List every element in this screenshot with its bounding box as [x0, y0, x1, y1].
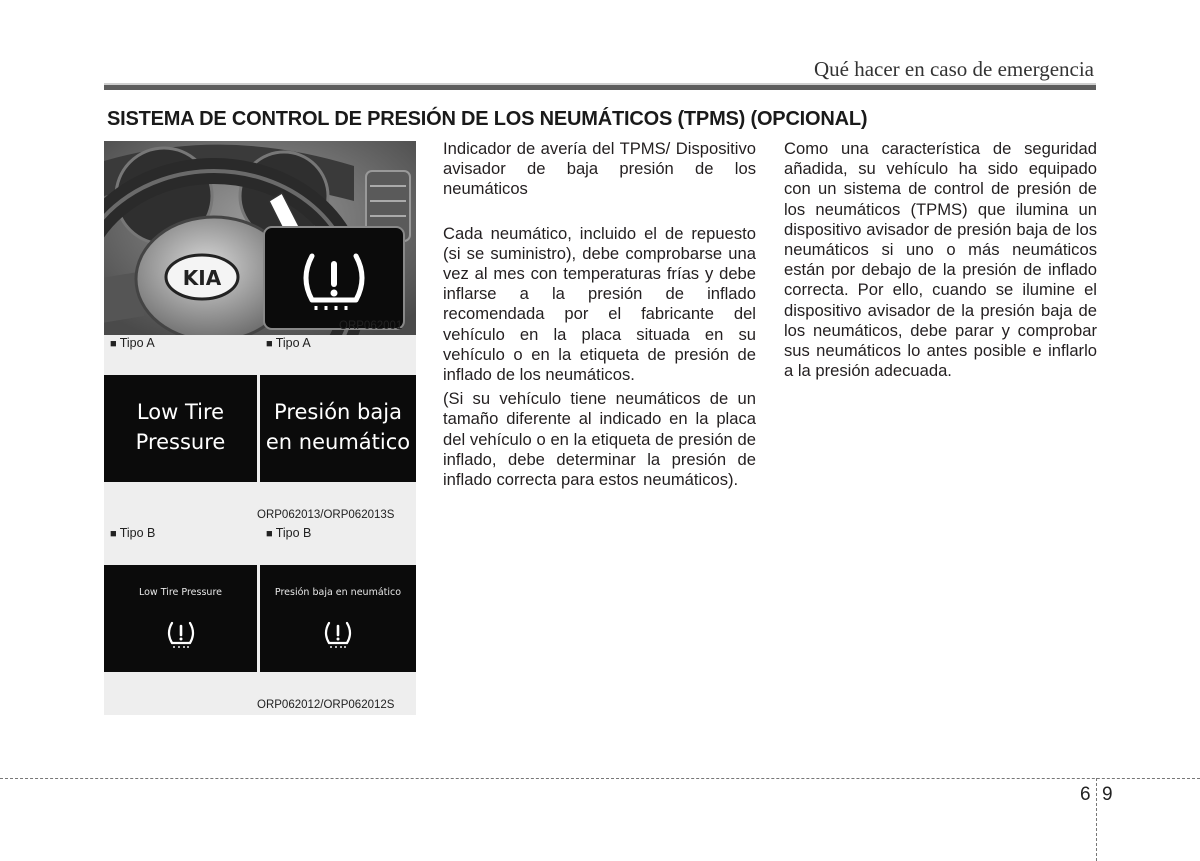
panel-b-spanish — [260, 565, 416, 672]
paragraph-different-size: (Si su vehículo tiene neumáticos de un tamaño diferente al indicado en la placa del vehículo o en la etiqueta de presión de inflado, debe determinar la presión de inflado correcta para estos neumáticos). — [443, 389, 756, 490]
figure-code-b: ORP062012/ORP062012S — [257, 699, 395, 711]
tpms-warning-icon — [322, 617, 354, 649]
paragraph-safety-feature: Como una característica de seguridad añadida, su vehículo ha sido equipado con un sistema de control de presión de los neumáticos (TPMS) que ilumina un dispositivo avisador de presión baja de los neumáticos si uno o más neumáticos están por debajo de la presión de inflado correcta. Por ello, cuando se ilumine el dispositivo avisador de la presión baja de los neumáticos, debe parar y comprobar sus neumáticos lo antes posible e inflarlo a la presión adecuada. — [784, 139, 1097, 381]
chapter-number: 6 — [1080, 784, 1091, 805]
panel-a-english — [104, 375, 257, 482]
panel-a-right-line2: en neumático — [265, 430, 411, 454]
paragraph-check-monthly: Cada neumático, incluido el de repuesto (si se suministro), debe comprobarse una vez al mes con temperaturas frías y debe inflarse a la presión de inflado recomendada por el fabricante del vehículo en la placa situada en su vehículo o en la etiqueta de presión de inflado de los neumáticos. — [443, 223, 756, 385]
panel-b-left-text: Low Tire Pressure — [138, 587, 222, 598]
panel-a-left-line1: Low Tire — [136, 400, 225, 424]
panel-a-spanish — [260, 375, 416, 482]
text-column-right — [784, 139, 1097, 381]
footer-rule — [0, 778, 1200, 779]
section-title: SISTEMA DE CONTROL DE PRESIÓN DE LOS NEUMÁTICOS (TPMS) (OPCIONAL) — [107, 108, 868, 130]
figure-code-a: ORP062013/ORP062013S — [257, 509, 395, 521]
panel-a-right-line1: Presión baja — [274, 400, 402, 424]
dashboard-illustration — [104, 141, 416, 335]
footer-divider — [1096, 778, 1097, 861]
tipo-b-right-label: ■ Tipo B — [266, 526, 311, 540]
chapter-title: Qué hacer en caso de emergencia — [813, 57, 1094, 81]
paragraph-indicator: Indicador de avería del TPMS/ Dispositivo avisador de baja presión de los neumáticos — [443, 139, 756, 199]
panel-b-english — [104, 565, 257, 672]
header-rule — [104, 83, 1096, 90]
steering-wheel-illustration — [104, 141, 416, 335]
page-number: 9 — [1102, 784, 1113, 805]
tipo-b-left-label: ■ Tipo B — [110, 526, 155, 540]
figure-code-top: ORP062001 — [339, 320, 403, 332]
tipo-a-left-label: ■ Tipo A — [110, 336, 155, 350]
panel-b-right-text: Presión baja en neumático — [274, 587, 402, 598]
panel-a-left-line2: Pressure — [135, 430, 226, 454]
kia-logo-text: KIA — [182, 266, 222, 290]
text-column-middle — [443, 139, 756, 490]
tpms-warning-icon — [165, 617, 197, 649]
tipo-a-right-label: ■ Tipo A — [266, 336, 311, 350]
